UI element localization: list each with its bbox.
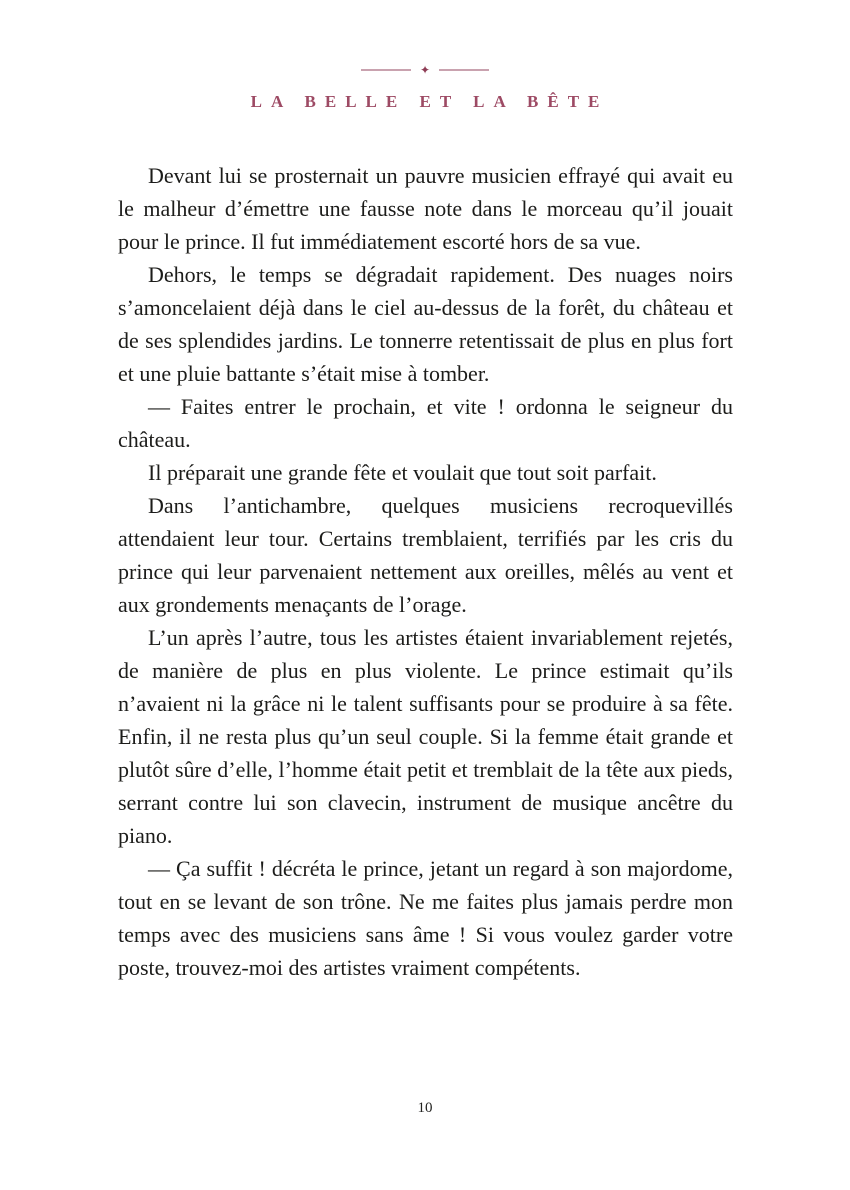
paragraph: — Faites entrer le prochain, et vite ! ordonna le seigneur du château. bbox=[118, 394, 733, 452]
ornament-line-right bbox=[439, 69, 489, 71]
paragraph: — Ça suffit ! décréta le prince, jetant un regard à son majordome, tout en se levant de son trône. Ne me faites plus jamais perdre mon temps avec des musiciens sans âme ! Si vous voulez garder votre poste, trouvez-moi des artistes vraiment compétents. bbox=[118, 856, 733, 980]
chapter-header bbox=[0, 0, 850, 112]
paragraph: Dans l’antichambre, quelques musiciens recroquevillés attendaient leur tour. Certains tremblaient, terrifiés par les cris du prince qui leur parvenaient nettement aux oreilles, mêlés au vent et aux grondements menaçants de l’orage. bbox=[118, 493, 733, 617]
ornament-line-left bbox=[361, 69, 411, 71]
paragraph: L’un après l’autre, tous les artistes étaient invariablement rejetés, de manière de plus en plus violente. Le prince estimait qu’ils n’avaient ni la grâce ni le talent suffisants pour se produire à sa fête. Enfin, il ne resta plus qu’un seul couple. Si la femme était grande et plutôt sûre d’elle, l’homme était petit et tremblait de la tête aux pieds, serrant contre lui son clavecin, instrument de musique ancêtre du piano. bbox=[118, 625, 733, 848]
ornament-star-icon: ✦ bbox=[419, 63, 431, 77]
ornament-divider bbox=[0, 62, 850, 78]
page-body bbox=[118, 159, 733, 984]
paragraph: Devant lui se prosternait un pauvre musicien effrayé qui avait eu le malheur d’émettre une fausse note dans le morceau qu’il jouait pour le prince. Il fut immédiatement escorté hors de sa vue. bbox=[118, 163, 733, 254]
paragraph: Il préparait une grande fête et voulait que tout soit parfait. bbox=[148, 460, 657, 485]
chapter-title: LA BELLE ET LA BÊTE bbox=[250, 92, 609, 111]
page-number: 10 bbox=[417, 1100, 433, 1116]
paragraph: Dehors, le temps se dégradait rapidement. Des nuages noirs s’amoncelaient déjà dans le ciel au-dessus de la forêt, du château et de ses splendides jardins. Le tonnerre retentissait de plus en plus fort et une pluie battante s’était mise à tomber. bbox=[118, 262, 733, 386]
